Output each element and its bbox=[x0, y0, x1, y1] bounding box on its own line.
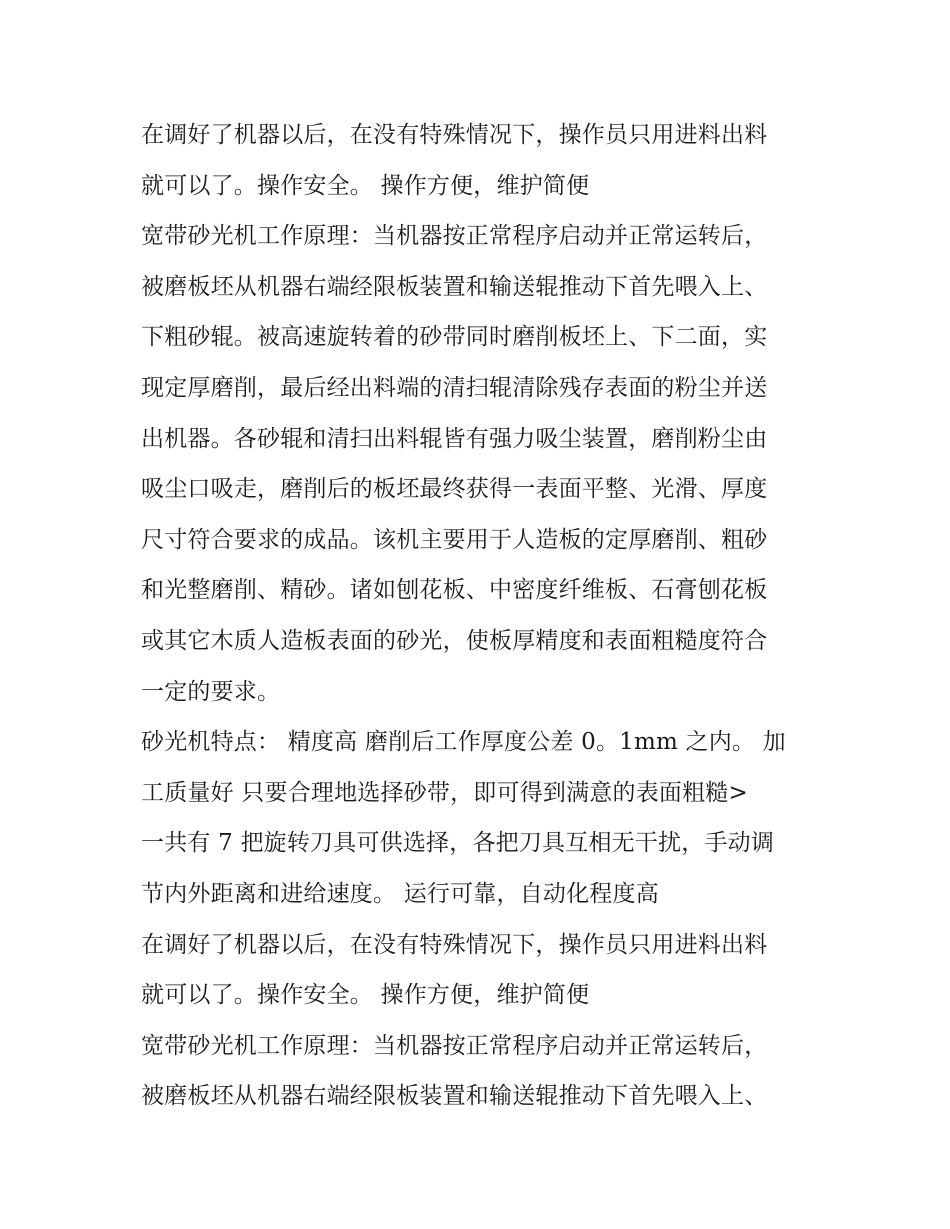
text-line: 吸尘口吸走，磨削后的板坯最终获得一表面平整、光滑、厚度 bbox=[141, 476, 768, 503]
text-line: 一定的要求。 bbox=[141, 678, 281, 705]
text-line: 现定厚磨削，最后经出料端的清扫辊清除残存表面的粉尘并送 bbox=[141, 374, 768, 401]
text-line: 被磨板坯从机器右端经限板装置和输送辊推动下首先喂入上、 bbox=[141, 273, 768, 300]
text-line: 宽带砂光机工作原理：当机器按正常程序启动并正常运转后， bbox=[141, 1032, 768, 1059]
text-line: 工质量好 只要合理地选择砂带，即可得到满意的表面粗糙> bbox=[141, 779, 748, 806]
text-line: 在调好了机器以后，在没有特殊情况下，操作员只用进料出料 bbox=[141, 122, 768, 148]
text-line: 宽带砂光机工作原理：当机器按正常程序启动并正常运转后， bbox=[141, 223, 768, 250]
text-line: 在调好了机器以后，在没有特殊情况下，操作员只用进料出料 bbox=[141, 931, 768, 958]
text-line: 节内外距离和进给速度。 运行可靠，自动化程度高 bbox=[141, 880, 659, 907]
text-line: 或其它木质人造板表面的砂光，使板厚精度和表面粗糙度符合 bbox=[141, 627, 768, 654]
text-line: 尺寸符合要求的成品。该机主要用于人造板的定厚磨削、粗砂 bbox=[141, 526, 768, 553]
text-line: 下粗砂辊。被高速旋转着的砂带同时磨削板坯上、下二面，实 bbox=[141, 324, 768, 351]
text-line: 和光整磨削、精砂。诸如刨花板、中密度纤维板、石膏刨花板 bbox=[141, 577, 768, 604]
text-line: 一共有 7 把旋转刀具可供选择，各把刀具互相无干扰，手动调 bbox=[141, 830, 775, 857]
text-line: 就可以了。操作安全。 操作方便，维护简便 bbox=[141, 982, 590, 1009]
text-line: 出机器。各砂辊和清扫出料辊皆有强力吸尘装置，磨削粉尘由 bbox=[141, 425, 768, 452]
body-text bbox=[141, 110, 821, 1122]
text-line: 砂光机特点： 精度高 磨削后工作厚度公差 0。1mm 之内。 加 bbox=[141, 729, 786, 756]
text-line: 就可以了。操作安全。 操作方便，维护简便 bbox=[141, 172, 590, 199]
text-line: 被磨板坯从机器右端经限板装置和输送辊推动下首先喂入上、 bbox=[141, 1083, 768, 1110]
